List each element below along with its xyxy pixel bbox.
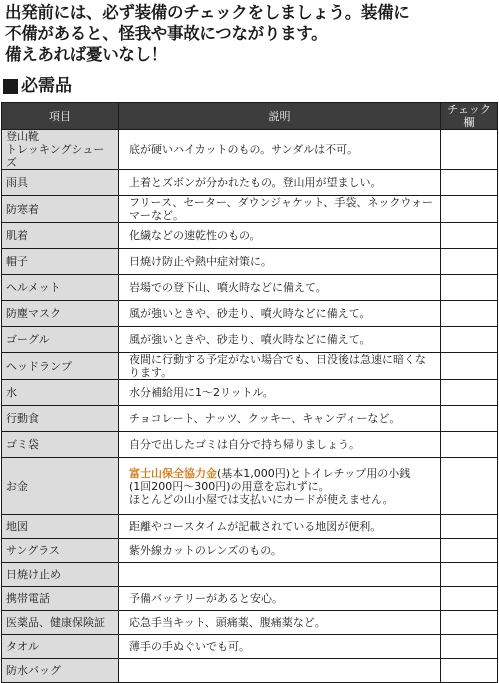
table-row bbox=[2, 275, 498, 301]
check-cell[interactable] bbox=[441, 275, 498, 301]
description-cell: 紫外線カットのレンズのもの。 bbox=[119, 539, 441, 563]
description-cell: 自分で出したゴミは自分で持ち帰りましょう。 bbox=[119, 432, 441, 458]
table-row bbox=[2, 515, 498, 539]
item-label: トレッキングシューズ bbox=[6, 143, 105, 169]
square-bullet-icon bbox=[3, 79, 18, 94]
table-row bbox=[2, 539, 498, 563]
table-row bbox=[2, 635, 498, 659]
highlight-text: 富士山保全協力金 bbox=[129, 466, 217, 480]
table-row bbox=[2, 659, 498, 683]
check-cell[interactable] bbox=[441, 380, 498, 406]
intro-line-1: 出発前には、必ず装備のチェックをしましょう。装備に bbox=[5, 3, 410, 22]
check-cell[interactable] bbox=[441, 587, 498, 611]
check-cell[interactable] bbox=[441, 659, 498, 683]
item-cell: ヘッドランプ bbox=[2, 353, 119, 380]
check-cell[interactable] bbox=[441, 196, 498, 223]
description-cell: 化繊などの速乾性のもの。 bbox=[119, 223, 441, 249]
table-row bbox=[2, 223, 498, 249]
description-cell: 応急手当キット、頭痛薬、腹痛薬など。 bbox=[119, 611, 441, 635]
description-cell bbox=[119, 458, 441, 515]
item-cell: 防寒着 bbox=[2, 196, 119, 223]
item-cell: 防水バッグ bbox=[2, 659, 119, 683]
item-cell: ヘルメット bbox=[2, 275, 119, 301]
table-row bbox=[2, 406, 498, 432]
intro-line-3: 備えあれば憂いなし！ bbox=[5, 45, 168, 64]
description-cell: フリース、セーター、ダウンジャケット、手袋、ネックウォーマーなど。 bbox=[119, 196, 441, 223]
item-cell: 行動食 bbox=[2, 406, 119, 432]
description-cell bbox=[119, 563, 441, 587]
check-cell[interactable] bbox=[441, 353, 498, 380]
table-row bbox=[2, 380, 498, 406]
check-cell[interactable] bbox=[441, 611, 498, 635]
check-cell[interactable] bbox=[441, 327, 498, 353]
check-cell[interactable] bbox=[441, 432, 498, 458]
table-row bbox=[2, 327, 498, 353]
item-label: 登山靴 bbox=[6, 130, 39, 143]
item-cell: 医薬品、健康保険証 bbox=[2, 611, 119, 635]
checklist-table bbox=[1, 102, 498, 683]
description-cell: 距離やコースタイムが記載されている地図が便利。 bbox=[119, 515, 441, 539]
section-title: 必需品 bbox=[21, 76, 72, 96]
description-cell: 水分補給用に1〜2リットル。 bbox=[119, 380, 441, 406]
description-line bbox=[129, 467, 436, 480]
check-cell[interactable] bbox=[441, 223, 498, 249]
header-description: 説明 bbox=[119, 103, 441, 130]
item-cell: タオル bbox=[2, 635, 119, 659]
item-cell bbox=[2, 130, 119, 170]
header-check: チェック欄 bbox=[441, 103, 498, 130]
description-cell: チョコレート、ナッツ、クッキー、キャンディーなど。 bbox=[119, 406, 441, 432]
table-row bbox=[2, 563, 498, 587]
description-cell: 風が強いときや、砂走り、噴火時などに備えて。 bbox=[119, 301, 441, 327]
table-row bbox=[2, 353, 498, 380]
table-row bbox=[2, 301, 498, 327]
check-cell[interactable] bbox=[441, 170, 498, 196]
check-cell[interactable] bbox=[441, 635, 498, 659]
table-row bbox=[2, 458, 498, 515]
description-cell: 薄手の手ぬぐいでも可。 bbox=[119, 635, 441, 659]
item-cell: 帽子 bbox=[2, 249, 119, 275]
item-cell: 日焼け止め bbox=[2, 563, 119, 587]
description-line: ほとんどの山小屋では支払いにカードが使えません。 bbox=[129, 492, 394, 506]
description-cell: 岩場での登下山、噴火時などに備えて。 bbox=[119, 275, 441, 301]
item-cell: 携帯電話 bbox=[2, 587, 119, 611]
intro-line-2: 不備があると、怪我や事故につながります。 bbox=[5, 24, 328, 43]
description-line: (1回200円〜300円)の用意を忘れずに。 bbox=[129, 479, 330, 493]
table-header-row bbox=[2, 103, 498, 130]
check-cell[interactable] bbox=[441, 515, 498, 539]
description-cell: 夜間に行動する予定がない場合でも、日没後は急速に暗くなります。 bbox=[119, 353, 441, 380]
item-cell: 水 bbox=[2, 380, 119, 406]
description-cell: 日焼け防止や熱中症対策に。 bbox=[119, 249, 441, 275]
table-row bbox=[2, 432, 498, 458]
description-text: (基本1,000円)とトイレチップ用の小銭 bbox=[217, 466, 411, 480]
item-cell: 肌着 bbox=[2, 223, 119, 249]
table-row bbox=[2, 249, 498, 275]
table-row bbox=[2, 130, 498, 170]
check-cell[interactable] bbox=[441, 539, 498, 563]
item-cell: ゴミ袋 bbox=[2, 432, 119, 458]
description-cell bbox=[119, 659, 441, 683]
check-cell[interactable] bbox=[441, 458, 498, 515]
intro-text bbox=[5, 2, 497, 65]
item-cell: 雨具 bbox=[2, 170, 119, 196]
item-cell: サングラス bbox=[2, 539, 119, 563]
check-cell[interactable] bbox=[441, 249, 498, 275]
header-item: 項目 bbox=[2, 103, 119, 130]
table-row bbox=[2, 170, 498, 196]
description-cell: 予備バッテリーがあると安心。 bbox=[119, 587, 441, 611]
check-cell[interactable] bbox=[441, 406, 498, 432]
table-row bbox=[2, 587, 498, 611]
item-cell: 防塵マスク bbox=[2, 301, 119, 327]
item-cell: 地図 bbox=[2, 515, 119, 539]
description-cell: 風が強いときや、砂走り、噴火時などに備えて。 bbox=[119, 327, 441, 353]
table-row bbox=[2, 196, 498, 223]
section-heading bbox=[3, 74, 72, 98]
item-cell: お金 bbox=[2, 458, 119, 515]
table-row bbox=[2, 611, 498, 635]
check-cell[interactable] bbox=[441, 130, 498, 170]
item-cell: ゴーグル bbox=[2, 327, 119, 353]
description-cell: 底が硬いハイカットのもの。サンダルは不可。 bbox=[119, 130, 441, 170]
description-cell: 上着とズボンが分かれたもの。登山用が望ましい。 bbox=[119, 170, 441, 196]
check-cell[interactable] bbox=[441, 563, 498, 587]
check-cell[interactable] bbox=[441, 301, 498, 327]
